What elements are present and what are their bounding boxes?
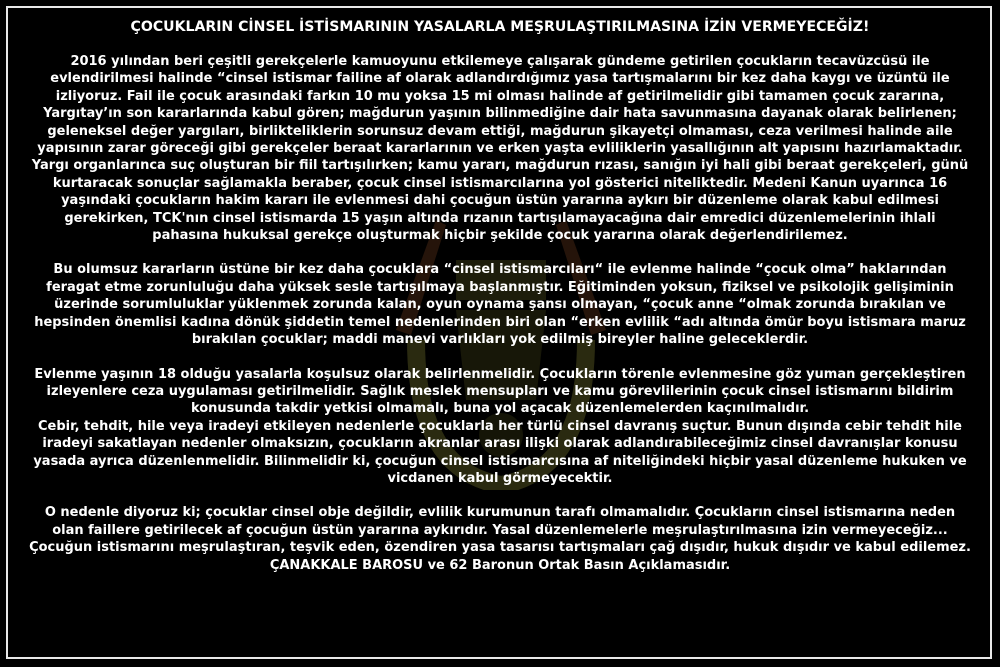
text-line: yasada ayrıca düzenlenmelidir. Bilinmelidir ki, çocuğun cinsel istismarcısına af niteliğindeki hiçbir yasal düzenleme hukuken ve [33, 453, 967, 469]
page-title: ÇOCUKLARIN CİNSEL İSTİSMARININ YASALARLA MEŞRULAŞTIRILMASINA İZİN VERMEYECEĞİZ! [130, 19, 870, 35]
text-line: vicdanen kabul görmeyecektir. [387, 470, 613, 486]
text-line: olan faillere getirilecek af çocuğun üstün yararına aykırıdır. Yasal düzenlemelerle meşrulaştırılmasına izin vermeyeceğiz... [52, 522, 948, 538]
text-line: yaşındaki çocukların hakim kararı ile evlenmesi dahi çocuğun üstün yararına aykırı bir düzenleme olarak kabul edilmesi [61, 193, 939, 209]
text-line: konusunda takdir yetkisi olmamalı, buna yol açacak düzenlemelerden kaçınılmalıdır. [190, 401, 810, 417]
text-line: izleyenlere ceza uygulaması getirilmelidir. Sağlık meslek mensupları ve kamu görevlilerinin çocuk cinsel istismarını bildirim [46, 383, 954, 399]
text-line: Yargı organlarınca suç oluşturan bir fiil tartışılırken; kamu yararı, mağdurun rızası, sanığın iyi hali gibi beraat gerekçeleri, günü [31, 158, 969, 174]
text-line: geleneksel değer yargıları, birlikteliklerin sorunsuz devam ettiği, mağdurun şikayetçi olmaması, ceza verilmesi halinde aile [47, 123, 953, 139]
text-line: 2016 yılından beri çeşitli gerekçelerle kamuoyunu etkilemeye çalışarak gündeme getirilen çocukların tecavüzcüsü ile [70, 54, 930, 69]
text-line: izliyoruz. Fail ile çocuk arasındaki farkın 10 mu yoksa 15 mi olması halinde af getirilmelidir gibi tamamen çocuk zararına, [55, 88, 945, 104]
text-line: iradeyi sakatlayan nedenler olmaksızın, çocukların akranlar arası ilişki olarak adlandırabileceğimiz cinsel davranışlar konusu [42, 436, 958, 452]
text-line: hepsinden önemlisi kadına dönük şiddetin temel nedenlerinden biri olan “erken evlilik “adı altında ömür boyu istismara maruz [34, 314, 966, 330]
text-line: yapısının zarar göreceği gibi gerekçeler beraat kararlarının ve erken yaşta evliliklerin yasallığının alt yapısını hazırlamaktadır. [37, 141, 963, 157]
text-line: Cebir, tehdit, hile veya iradeyi etkileyen nedenlerle çocuklarla her türlü cinsel davranış suçtur. Bunun dışında cebir tehdit hile [38, 418, 962, 434]
paragraph-2 [10, 261, 990, 348]
text-line: üzerinde sorumluluklar yüklenmek zorunda kalan, oyun oynama şansı olmayan, “çocuk anne “olmak zorunda bırakılan ve [54, 297, 946, 313]
paragraph-1 [10, 53, 990, 244]
text-line: Yargıtay’ın son kararlarında kabul gören; mağdurun yaşının bilinmediğine dair hata savunmasına dayanak olarak belirlenen; [43, 106, 957, 122]
text-line: kurtaracak sonuçlar sağlamakla beraber, çocuk cinsel istismarcılarına yol gösterici niteliktedir. Medeni Kanun uyarınca 16 [52, 175, 948, 191]
paragraph-4 [10, 504, 990, 574]
text-line: gerekirken, TCK'nın cinsel istismarda 15 yaşın altında rızanın tartışılamayacağına dair emredici düzenlemelerinin ihlali [64, 210, 936, 226]
press-statement [10, 14, 990, 574]
text-line: Evlenme yaşının 18 olduğu yasalarla koşulsuz olarak belirlenmelidir. Çocukların törenle evlenmesine göz yuman gerçekleştiren [34, 366, 966, 382]
text-line: Bu olumsuz kararların üstüne bir kez daha çocuklara “cinsel istismarcıları“ ile evlenme halinde “çocuk olma” haklarından [53, 262, 947, 278]
text-line: Çocuğun istismarını meşrulaştıran, teşvik eden, özendiren yasa tasarısı tartışmaları çağ dışıdır, hukuk dışıdır ve kabul edilemez. [29, 540, 971, 556]
text-line: evlendirilmesi halinde “cinsel istismar failine af olarak adlandırdığımız yasa tartışmalarını bir kez daha kaygı ve üzüntü ile [50, 71, 950, 87]
paragraph-3 [10, 366, 990, 488]
text-line: feragat etme zorunluluğu daha yüksek sesle tartışılmaya başlanmıştır. Eğitiminden yoksun, fiziksel ve psikolojik gelişiminin [46, 279, 954, 295]
text-line: O nedenle diyoruz ki; çocuklar cinsel obje değildir, evlilik kurumunun tarafı olmamalıdır. Çocukların cinsel istismarına neden [44, 505, 956, 521]
text-line: bırakılan çocuklar; maddi manevi varlıkları yok edilmiş bireyler haline geleceklerdir. [191, 332, 809, 348]
text-line: pahasına hukuksal gerekçe oluşturmak hiçbir şekilde çocuk yararına olarak değerlendirilemez. [152, 228, 848, 244]
text-line: ÇANAKKALE BAROSU ve 62 Baronun Ortak Basın Açıklamasıdır. [269, 557, 731, 573]
